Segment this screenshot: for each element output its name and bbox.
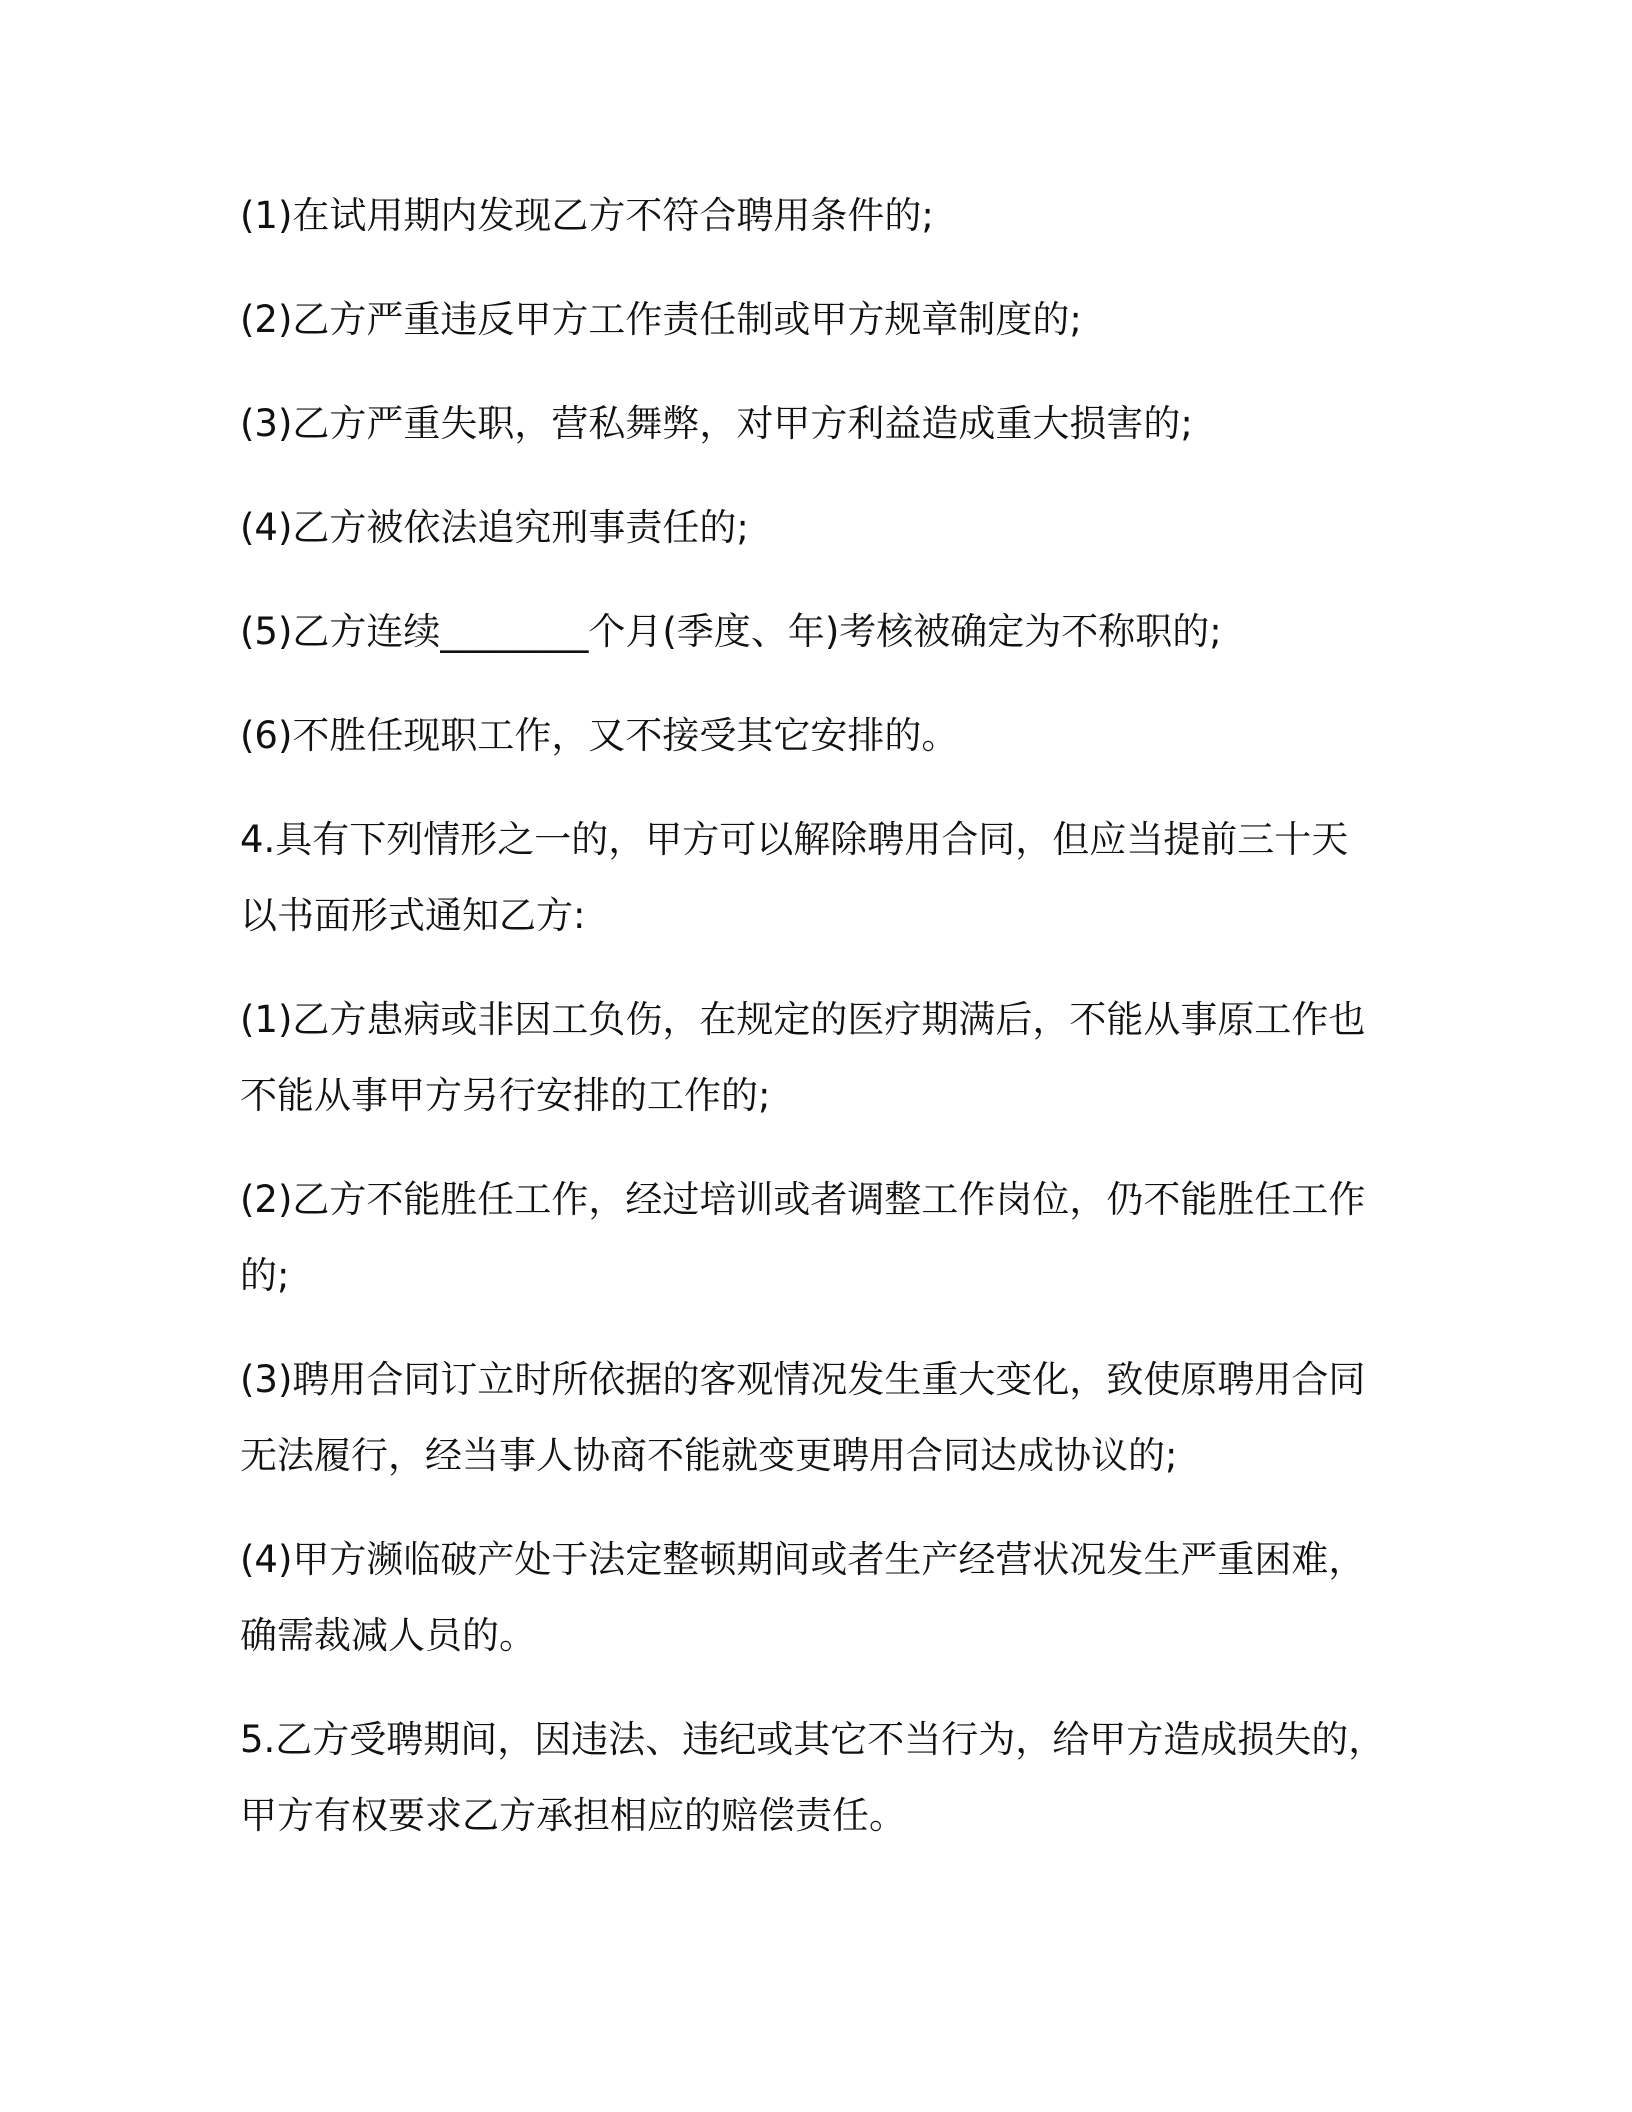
clause-4-3 [240, 1342, 1400, 1494]
paragraph-line: (4)甲方濒临破产处于法定整顿期间或者生产经营状况发生严重困难， [240, 1538, 1366, 1581]
paragraph-line: 5.乙方受聘期间，因违法、违纪或其它不当行为，给甲方造成损失的， [240, 1718, 1386, 1761]
clause-3-6 [240, 698, 1400, 774]
clause-4-4 [240, 1522, 1400, 1674]
paragraph-line: (1)在试用期内发现乙方不符合聘用条件的; [240, 194, 934, 237]
clause-3-2 [240, 282, 1400, 358]
clause-4-1 [240, 982, 1400, 1134]
clause-3-1 [240, 178, 1400, 254]
paragraph-line: 不能从事甲方另行安排的工作的; [240, 1074, 771, 1117]
paragraph-line: (1)乙方患病或非因工负伤，在规定的医疗期满后，不能从事原工作也 [240, 998, 1366, 1041]
paragraph-line: (2)乙方不能胜任工作，经过培训或者调整工作岗位，仍不能胜任工作 [240, 1178, 1366, 1221]
paragraph-line: (4)乙方被依法追究刑事责任的; [240, 506, 749, 549]
clause-5 [240, 1702, 1400, 1854]
clause-4 [240, 802, 1400, 954]
paragraph-line: 甲方有权要求乙方承担相应的赔偿责任。 [240, 1794, 906, 1837]
paragraph-line: 的; [240, 1254, 290, 1297]
paragraph-line: 确需裁减人员的。 [240, 1614, 536, 1657]
paragraph-line: 4.具有下列情形之一的，甲方可以解除聘用合同，但应当提前三十天 [240, 818, 1349, 861]
paragraph-line: 无法履行，经当事人协商不能就变更聘用合同达成协议的; [240, 1434, 1178, 1477]
paragraph-line: (2)乙方严重违反甲方工作责任制或甲方规章制度的; [240, 298, 1082, 341]
paragraph-line: (5)乙方连续________个月(季度、年)考核被确定为不称职的; [240, 610, 1222, 653]
clause-3-5 [240, 594, 1400, 670]
paragraph-line: (6)不胜任现职工作，又不接受其它安排的。 [240, 714, 959, 757]
paragraph-line: (3)乙方严重失职，营私舞弊，对甲方利益造成重大损害的; [240, 402, 1193, 445]
document-page [240, 178, 1400, 1854]
paragraph-line: (3)聘用合同订立时所依据的客观情况发生重大变化，致使原聘用合同 [240, 1358, 1366, 1401]
clause-3-4 [240, 490, 1400, 566]
clause-3-3 [240, 386, 1400, 462]
paragraph-line: 以书面形式通知乙方: [240, 894, 586, 937]
clause-4-2 [240, 1162, 1400, 1314]
